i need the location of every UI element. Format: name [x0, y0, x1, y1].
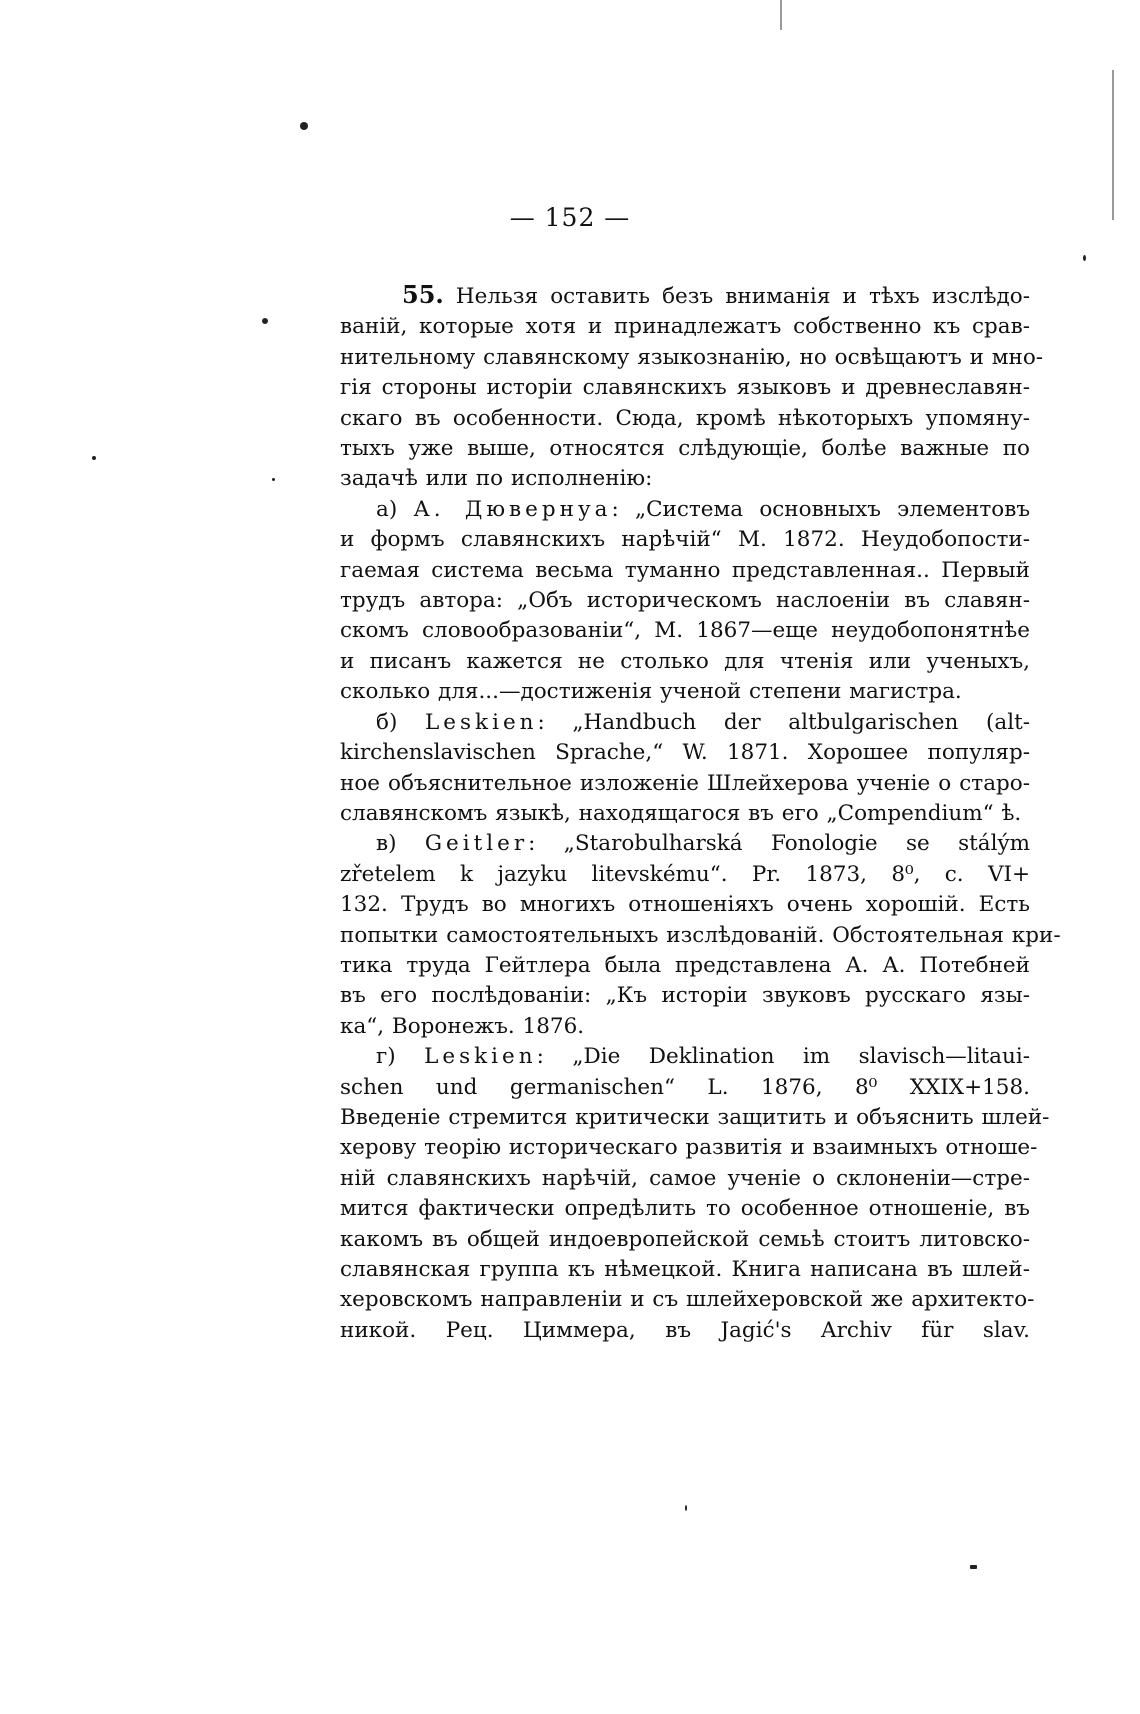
text-line: ваній, которые хотя и принадлежатъ собственно къ срав- [340, 314, 1030, 340]
text-line: скаго въ особенности. Сюда, кромѣ нѣкоторыхъ упомяну- [340, 405, 1030, 431]
entry-author: А. Дювернуа [413, 496, 612, 522]
text-line: мится фактически опредѣлить то особенное отношеніе, въ [340, 1196, 1030, 1222]
entry-a-first-line: а) А. Дювернуа: „Система основныхъ элементовъ [376, 496, 1031, 522]
text-line: скомъ словообразованіи“, М. 1867—еще неудобопонятнѣе [340, 618, 1030, 644]
text-line: 55. Нельзя оставить безъ вниманія и тѣхъ изслѣдо- [402, 280, 1030, 309]
text-line: сколько для...—достиженія ученой степени магистра. [340, 679, 962, 705]
text-line: задачѣ или по исполненію: [340, 466, 653, 492]
entry-author: Leskien [424, 1044, 537, 1070]
text-line: какомъ въ общей индоевропейской семьѣ стоитъ литовско- [340, 1226, 1030, 1252]
section-number: 55. [402, 280, 444, 309]
entry-marker: б) [376, 709, 398, 735]
text-line: славянская группа къ нѣмецкой. Книга написана въ шлей- [340, 1257, 1030, 1282]
text-line: гаемая система весьма туманно представленная.. Первый [340, 557, 1030, 583]
text-line: и писанъ кажется не столько для чтенія или ученыхъ, [340, 648, 1030, 674]
text-line: и формъ славянскихъ нарѣчій“ М. 1872. Неудобопости- [340, 527, 1030, 553]
text-line: гія стороны исторіи славянскихъ языковъ и древнеславян- [340, 375, 1030, 401]
main-text [340, 280, 1061, 1346]
entry-author: Geitler [424, 831, 529, 857]
page-number: — 152 — [509, 203, 631, 232]
text-line: тыхъ уже выше, относятся слѣдующіе, болѣе важные по [340, 436, 1030, 462]
scan-edge-line [1112, 70, 1114, 220]
text-line: трудъ автора: „Объ историческомъ наслоеніи въ славян- [340, 588, 1030, 614]
text-line: тика труда Гейтлера была представлена А. А. Потебней [340, 952, 1030, 978]
text-line: никой. Рец. Циммера, въ Jagić's Archiv für slav. [340, 1317, 1030, 1343]
scan-speck [92, 456, 96, 460]
text-line: нительному славянскому языкознанію, но освѣщаютъ и мно- [340, 344, 1044, 370]
text-line: kirchenslavischen Sprache,“ W. 1871. Хорошее популяр- [340, 740, 1030, 766]
entry-author: Leskien [425, 709, 538, 735]
scan-speck [300, 122, 308, 130]
text-line: херовскомъ направленіи и съ шлейхеровской же архитекто- [340, 1287, 1035, 1313]
scan-speck [262, 318, 268, 324]
entry-v-first-line: в) Geitler: „Starobulharská Fonologie se stálým [376, 831, 1030, 857]
text-line: ное объяснительное изложеніе Шлейхерова ученіе о старо- [340, 770, 1030, 796]
text-line: 132. Трудъ во многихъ отношеніяхъ очень хорошій. Есть [340, 892, 1030, 918]
entry-g-first-line: г) Leskien: „Die Deklination im slavisch—litaui- [376, 1044, 1030, 1070]
text-line: славянскомъ языкѣ, находящагося въ его „Compendium“ ѣ. [340, 800, 1022, 826]
text-line: въ его послѣдованіи: „Къ исторіи звуковъ русскаго язы- [340, 983, 1030, 1009]
scan-speck [272, 478, 275, 481]
scan-edge-line [780, 0, 782, 30]
text-line: zřetelem k jazyku litevskému“. Pr. 1873, 8⁰, c. VI+ [340, 861, 1030, 887]
text-line: Введеніе стремится критически защитить и объяснить шлей- [340, 1104, 1050, 1130]
entry-b-first-line: б) Leskien: „Handbuch der altbulgarischen (alt- [376, 709, 1030, 735]
text-line: schen und germanischen“ L. 1876, 8⁰ XXIX+158. [340, 1074, 1030, 1100]
scan-speck [685, 1505, 687, 1511]
text-line: попытки самостоятельныхъ изслѣдованій. Обстоятельная кри- [340, 922, 1061, 948]
entry-marker: г) [376, 1044, 396, 1070]
text-line: ка“, Воронежъ. 1876. [340, 1013, 585, 1039]
text-line: ній славянскихъ нарѣчій, самое ученіе о склоненіи—стре- [340, 1165, 1030, 1191]
entry-marker: а) [376, 496, 398, 522]
entry-marker: в) [376, 831, 397, 857]
scan-speck [970, 1565, 977, 1569]
scan-speck [1083, 255, 1086, 261]
text-line: херову теорію историческаго развитія и взаимныхъ отноше- [340, 1135, 1038, 1161]
